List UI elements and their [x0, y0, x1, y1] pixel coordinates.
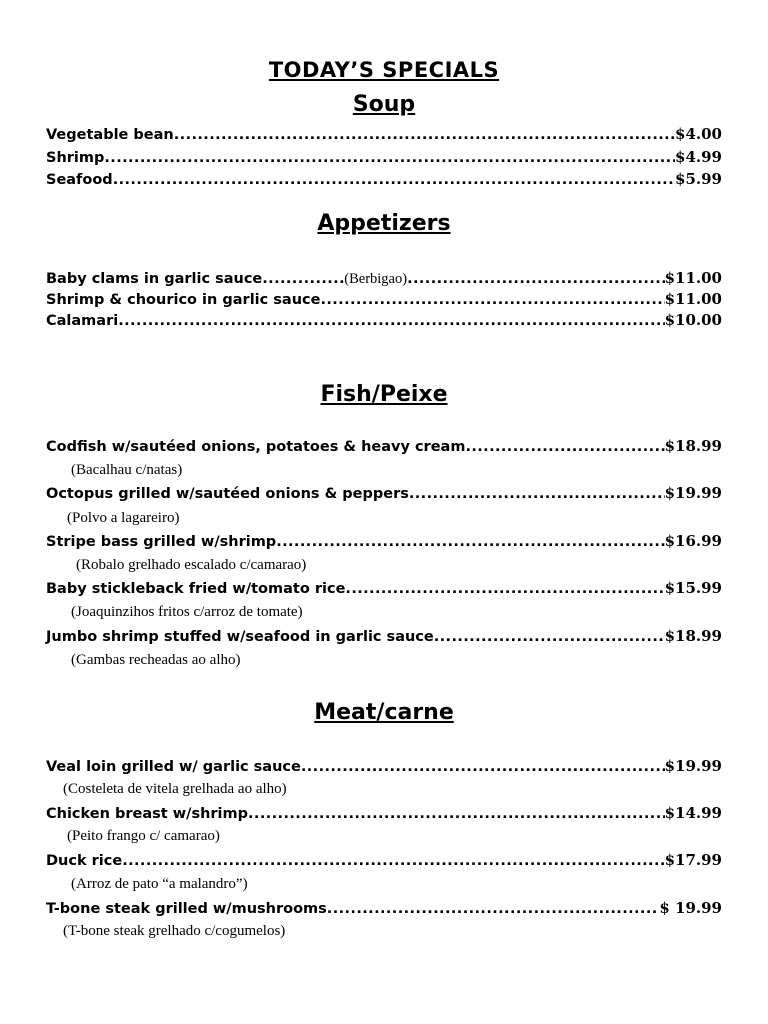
dot-leader	[113, 172, 675, 188]
dot-leader	[122, 853, 664, 869]
item-note: (Berbigao)	[344, 271, 408, 287]
item-name: Vegetable bean	[46, 127, 174, 143]
menu-item	[46, 579, 722, 599]
dot-leader	[327, 901, 660, 917]
item-name: Veal loin grilled w/ garlic sauce	[46, 759, 301, 775]
item-subtitle: (Robalo grelhado escalado c/camarao)	[76, 557, 307, 573]
menu-item	[46, 125, 722, 145]
menu-item	[46, 484, 722, 504]
item-price: $14.99	[664, 804, 722, 822]
item-name: Calamari	[46, 313, 119, 329]
item-price: $10.00	[664, 311, 722, 329]
menu-item	[46, 437, 722, 457]
section-title-soup: Soup	[352, 92, 416, 117]
item-name: Baby stickleback fried w/tomato rice	[46, 581, 346, 597]
dot-leader	[345, 581, 664, 597]
item-price: $5.99	[675, 170, 722, 188]
page-title: TODAY’S SPECIALS	[268, 58, 500, 82]
dot-leader	[104, 150, 675, 166]
item-name: Codfish w/sautéed onions, potatoes & heavy cream	[46, 439, 466, 455]
item-name: Baby clams in garlic sauce	[46, 271, 263, 287]
item-name: Octopus grilled w/sautéed onions & peppers	[46, 486, 409, 502]
item-name: Stripe bass grilled w/shrimp	[46, 534, 277, 550]
item-subtitle: (Gambas recheadas ao alho)	[71, 652, 241, 668]
item-price: $17.99	[664, 851, 722, 869]
menu-item	[46, 757, 722, 777]
dot-leader	[248, 806, 665, 822]
menu-item	[46, 148, 722, 168]
dot-leader	[465, 439, 664, 455]
menu-item	[46, 851, 722, 871]
dot-leader	[276, 534, 664, 550]
dot-leader	[301, 759, 665, 775]
menu-item	[46, 899, 722, 919]
item-subtitle: (Arroz de pato “a malandro”)	[71, 876, 248, 892]
dot-leader	[407, 271, 665, 287]
dot-leader	[409, 486, 665, 502]
item-price: $19.99	[664, 484, 722, 502]
item-name: Jumbo shrimp stuffed w/seafood in garlic sauce	[46, 629, 434, 645]
item-name: Chicken breast w/shrimp	[46, 806, 249, 822]
dot-leader	[262, 271, 344, 287]
dot-leader	[320, 292, 664, 308]
item-price: $ 19.99	[659, 899, 722, 917]
item-subtitle: (T-bone steak grelhado c/cogumelos)	[63, 923, 286, 939]
item-price: $16.99	[664, 532, 722, 550]
dot-leader	[118, 313, 664, 329]
item-price: $15.99	[664, 579, 722, 597]
menu-item	[46, 170, 722, 190]
item-subtitle: (Bacalhau c/natas)	[71, 462, 183, 478]
dot-leader	[434, 629, 665, 645]
dot-leader	[174, 127, 675, 143]
item-name: Seafood	[46, 172, 113, 188]
section-title-meat: Meat/carne	[314, 700, 454, 725]
item-name: Duck rice	[46, 853, 123, 869]
item-price: $4.99	[675, 148, 722, 166]
item-price: $4.00	[675, 125, 722, 143]
item-name: Shrimp	[46, 150, 105, 166]
item-price: $18.99	[664, 627, 722, 645]
item-price: $19.99	[664, 757, 722, 775]
item-name: T-bone steak grilled w/mushrooms	[46, 901, 327, 917]
item-subtitle: (Costeleta de vitela grelhada ao alho)	[63, 781, 287, 797]
menu-item	[46, 532, 722, 552]
item-name: Shrimp & chourico in garlic sauce	[46, 292, 321, 308]
menu-item	[46, 311, 722, 331]
section-title-appetizers: Appetizers	[317, 211, 451, 236]
menu-item	[46, 290, 722, 310]
menu-item	[46, 627, 722, 647]
item-price: $11.00	[664, 290, 722, 308]
item-subtitle: (Peito frango c/ camarao)	[67, 828, 220, 844]
item-subtitle: (Joaquinzihos fritos c/arroz de tomate)	[71, 604, 303, 620]
item-subtitle: (Polvo a lagareiro)	[67, 510, 180, 526]
menu-item	[46, 804, 722, 824]
item-price: $18.99	[664, 437, 722, 455]
item-price: $11.00	[664, 269, 722, 287]
section-title-fish: Fish/Peixe	[320, 382, 448, 407]
menu-item	[46, 269, 722, 289]
